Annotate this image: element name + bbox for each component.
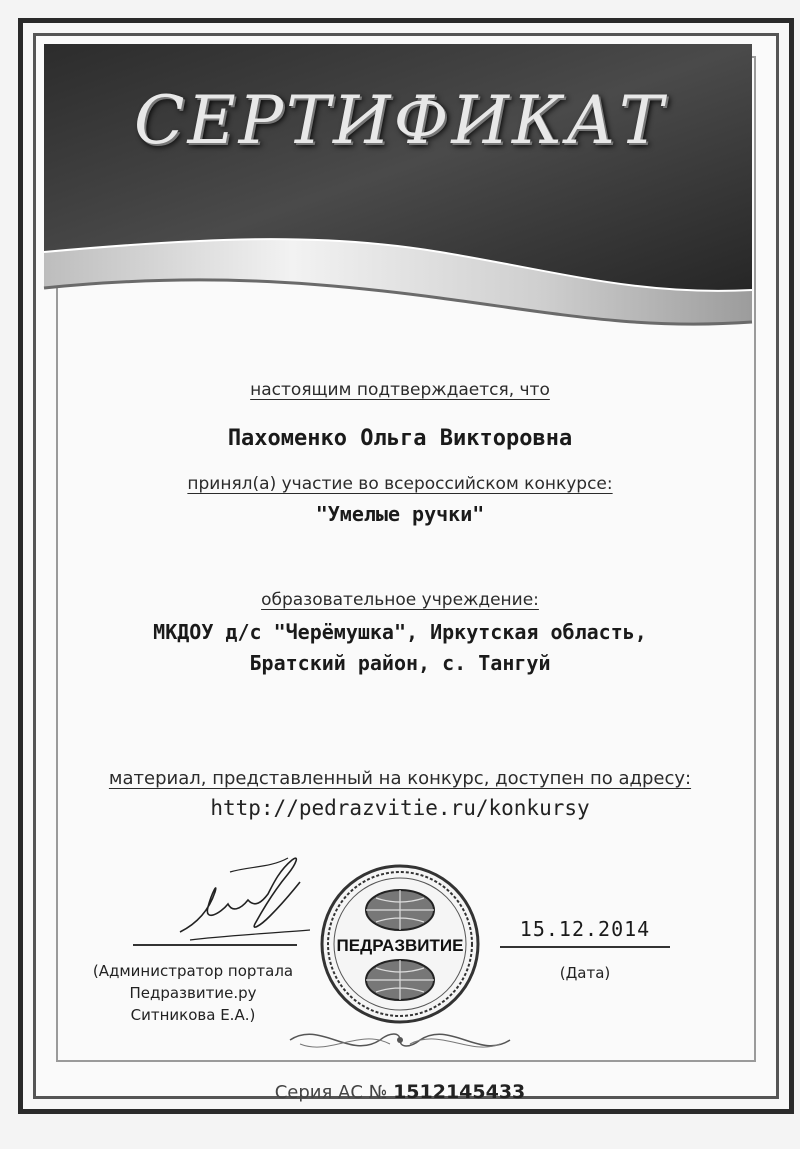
signature-caption bbox=[62, 960, 324, 1026]
serial-number: 1512145433 bbox=[393, 1081, 526, 1103]
institution-label-row bbox=[0, 590, 800, 610]
recipient-name: Пахоменко Ольга Викторовна bbox=[227, 426, 573, 451]
seal-text: ПЕДРАЗВИТИЕ bbox=[336, 936, 464, 955]
institution-line-2: Братский район, с. Тангуй bbox=[249, 651, 551, 675]
certificate-title: СЕРТИФИКАТ bbox=[133, 82, 667, 159]
ornament-flourish bbox=[280, 1020, 520, 1060]
header-banner bbox=[0, 0, 800, 360]
institution-label: образовательное учреждение: bbox=[261, 590, 539, 610]
material-label: материал, представленный на конкурс, доступен по адресу: bbox=[108, 768, 692, 789]
date-line bbox=[500, 946, 670, 948]
material-url: http://pedrazvitie.ru/konkursy bbox=[210, 796, 590, 820]
signature-line bbox=[133, 944, 297, 946]
intro-text-row bbox=[0, 380, 800, 400]
contest-name: "Умелые ручки" bbox=[315, 502, 485, 526]
signature-caption-line-3: Ситникова Е.А.) bbox=[130, 1006, 256, 1024]
date-caption: (Дата) bbox=[559, 964, 611, 982]
institution-line-1: МКДОУ д/с "Черёмушка", Иркутская область, bbox=[153, 620, 647, 644]
participation-label: принял(а) участие во всероссийском конкурсе: bbox=[187, 474, 613, 494]
date-value: 15.12.2014 bbox=[519, 917, 651, 941]
serial-prefix: Серия АС № bbox=[274, 1082, 388, 1103]
seal-stamp bbox=[318, 862, 482, 1026]
participation-row bbox=[0, 474, 800, 494]
signature-caption-line-1: (Администратор портала bbox=[92, 962, 294, 980]
intro-text: настоящим подтверждается, что bbox=[250, 380, 550, 400]
signature-caption-line-2: Педразвитие.ру bbox=[129, 984, 257, 1002]
material-label-row bbox=[0, 768, 800, 789]
serial-number-row bbox=[0, 1081, 800, 1103]
signature-image bbox=[170, 852, 320, 952]
